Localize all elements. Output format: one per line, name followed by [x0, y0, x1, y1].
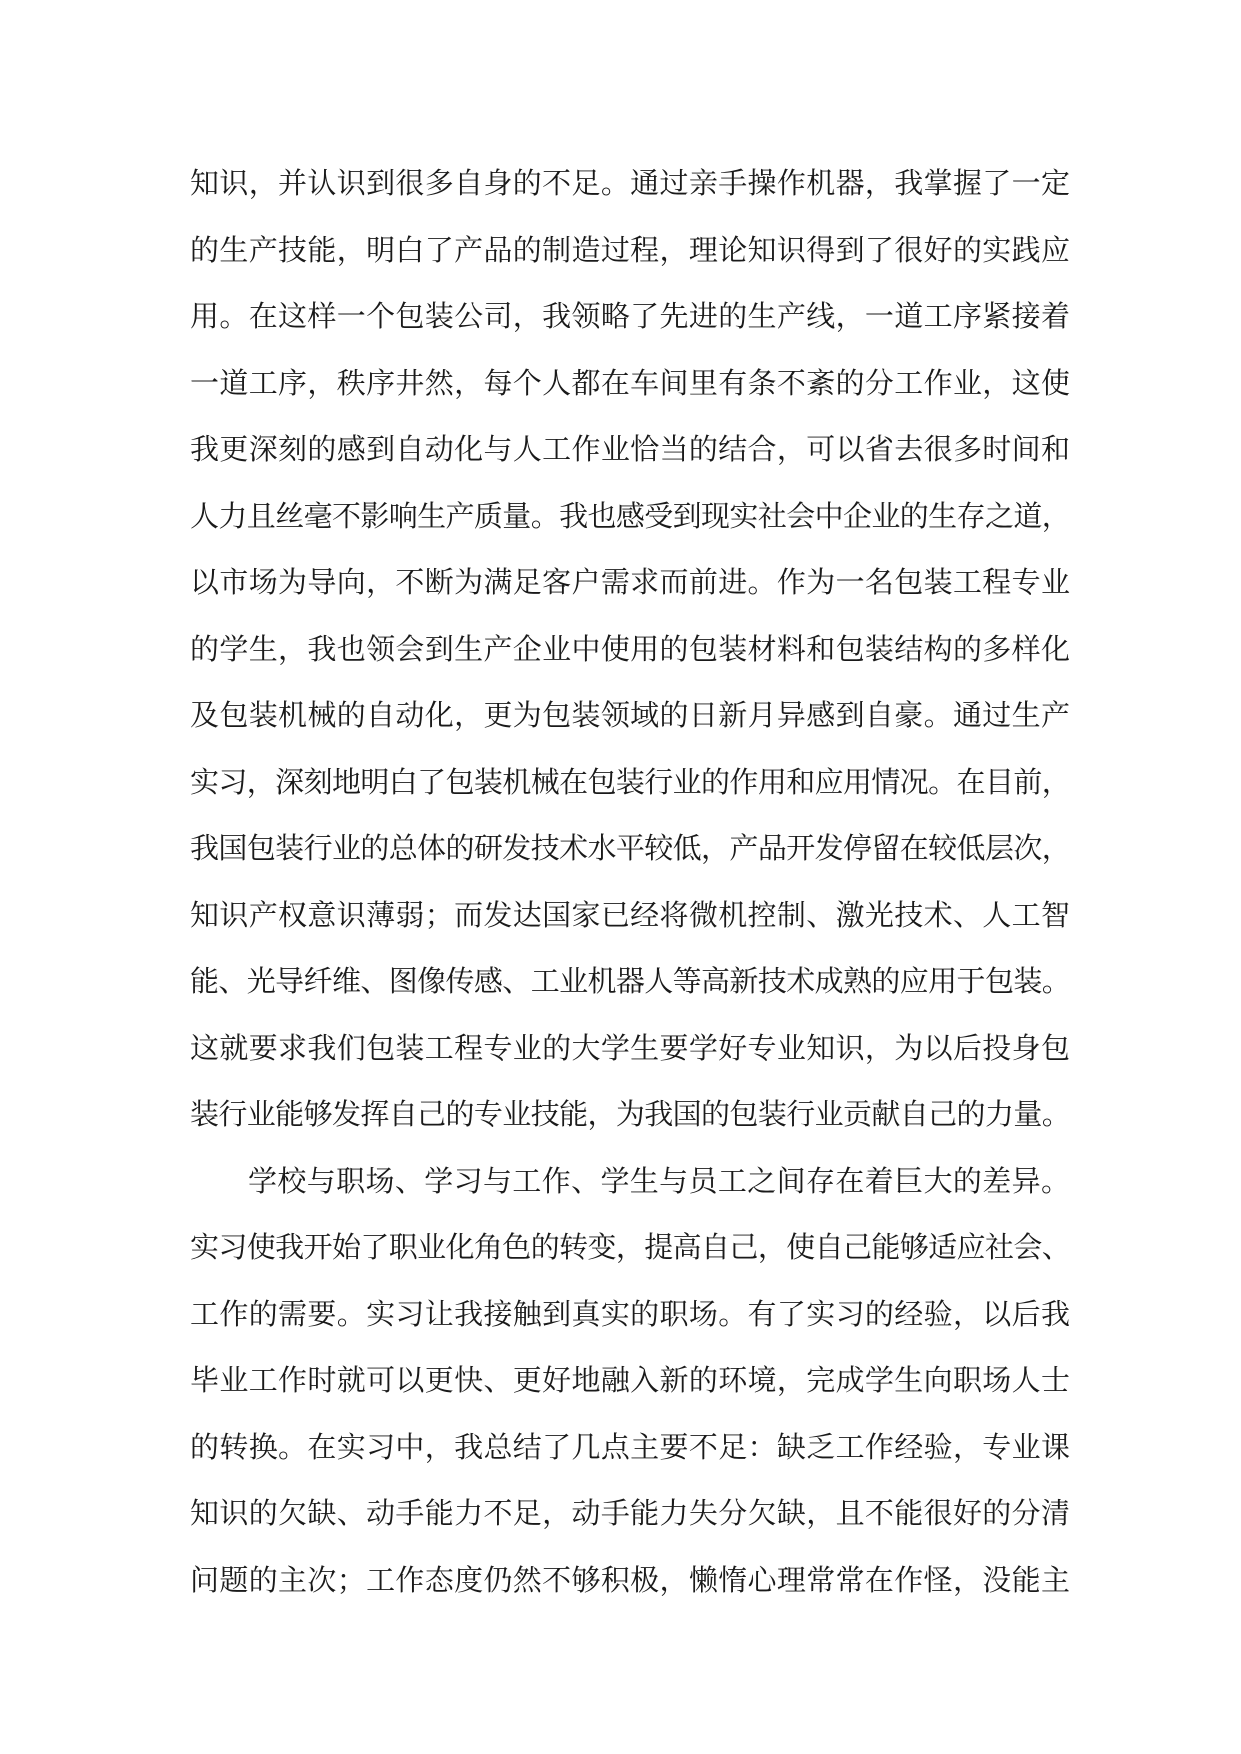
text-line: 的学生，我也领会到生产企业中使用的包装材料和包装结构的多样化 [190, 631, 1070, 666]
text-line: 知识的欠缺、动手能力不足，动手能力失分欠缺，且不能很好的分清 [190, 1496, 1070, 1530]
text-line: 这就要求我们包装工程专业的大学生要学好专业知识，为以后投身包 [190, 1030, 1070, 1065]
body-text [190, 150, 1070, 1613]
text-line: 一道工序，秩序井然，每个人都在车间里有条不紊的分工作业，这使 [190, 365, 1070, 400]
text-line: 工作的需要。实习让我接触到真实的职场。有了实习的经验，以后我 [190, 1296, 1070, 1331]
text-line: 毕业工作时就可以更快、更好地融入新的环境，完成学生向职场人士 [190, 1363, 1070, 1397]
text-line: 装行业能够发挥自己的专业技能，为我国的包装行业贡献自己的力量。 [190, 1097, 1070, 1131]
text-line: 问题的主次；工作态度仍然不够积极，懒惰心理常常在作怪，没能主 [190, 1562, 1070, 1597]
paragraph-first-line: 学校与职场、学习与工作、学生与员工之间存在着巨大的差异。 [248, 1163, 1070, 1198]
text-line: 知识产权意识薄弱；而发达国家已经将微机控制、激光技术、人工智 [190, 897, 1070, 932]
text-line: 以市场为导向，不断为满足客户需求而前进。作为一名包装工程专业 [190, 565, 1070, 599]
text-line: 及包装机械的自动化，更为包装领域的日新月异感到自豪。通过生产 [190, 698, 1070, 732]
text-line: 实习，深刻地明白了包装机械在包装行业的作用和应用情况。在目前， [190, 764, 1070, 799]
text-line: 知识，并认识到很多自身的不足。通过亲手操作机器，我掌握了一定 [190, 166, 1070, 200]
text-line: 用。在这样一个包装公司，我领略了先进的生产线，一道工序紧接着 [190, 299, 1070, 333]
text-line: 我国包装行业的总体的研发技术水平较低，产品开发停留在较低层次， [190, 831, 1070, 865]
text-line: 实习使我开始了职业化角色的转变，提高自己，使自己能够适应社会、 [190, 1230, 1070, 1264]
text-line: 我更深刻的感到自动化与人工作业恰当的结合，可以省去很多时间和 [190, 432, 1070, 466]
text-line: 能、光导纤维、图像传感、工业机器人等高新技术成熟的应用于包装。 [190, 964, 1070, 998]
text-line: 的转换。在实习中，我总结了几点主要不足：缺乏工作经验，专业课 [190, 1429, 1070, 1464]
text-line: 的生产技能，明白了产品的制造过程，理论知识得到了很好的实践应 [190, 232, 1070, 267]
text-line: 人力且丝毫不影响生产质量。我也感受到现实社会中企业的生存之道， [190, 498, 1070, 533]
